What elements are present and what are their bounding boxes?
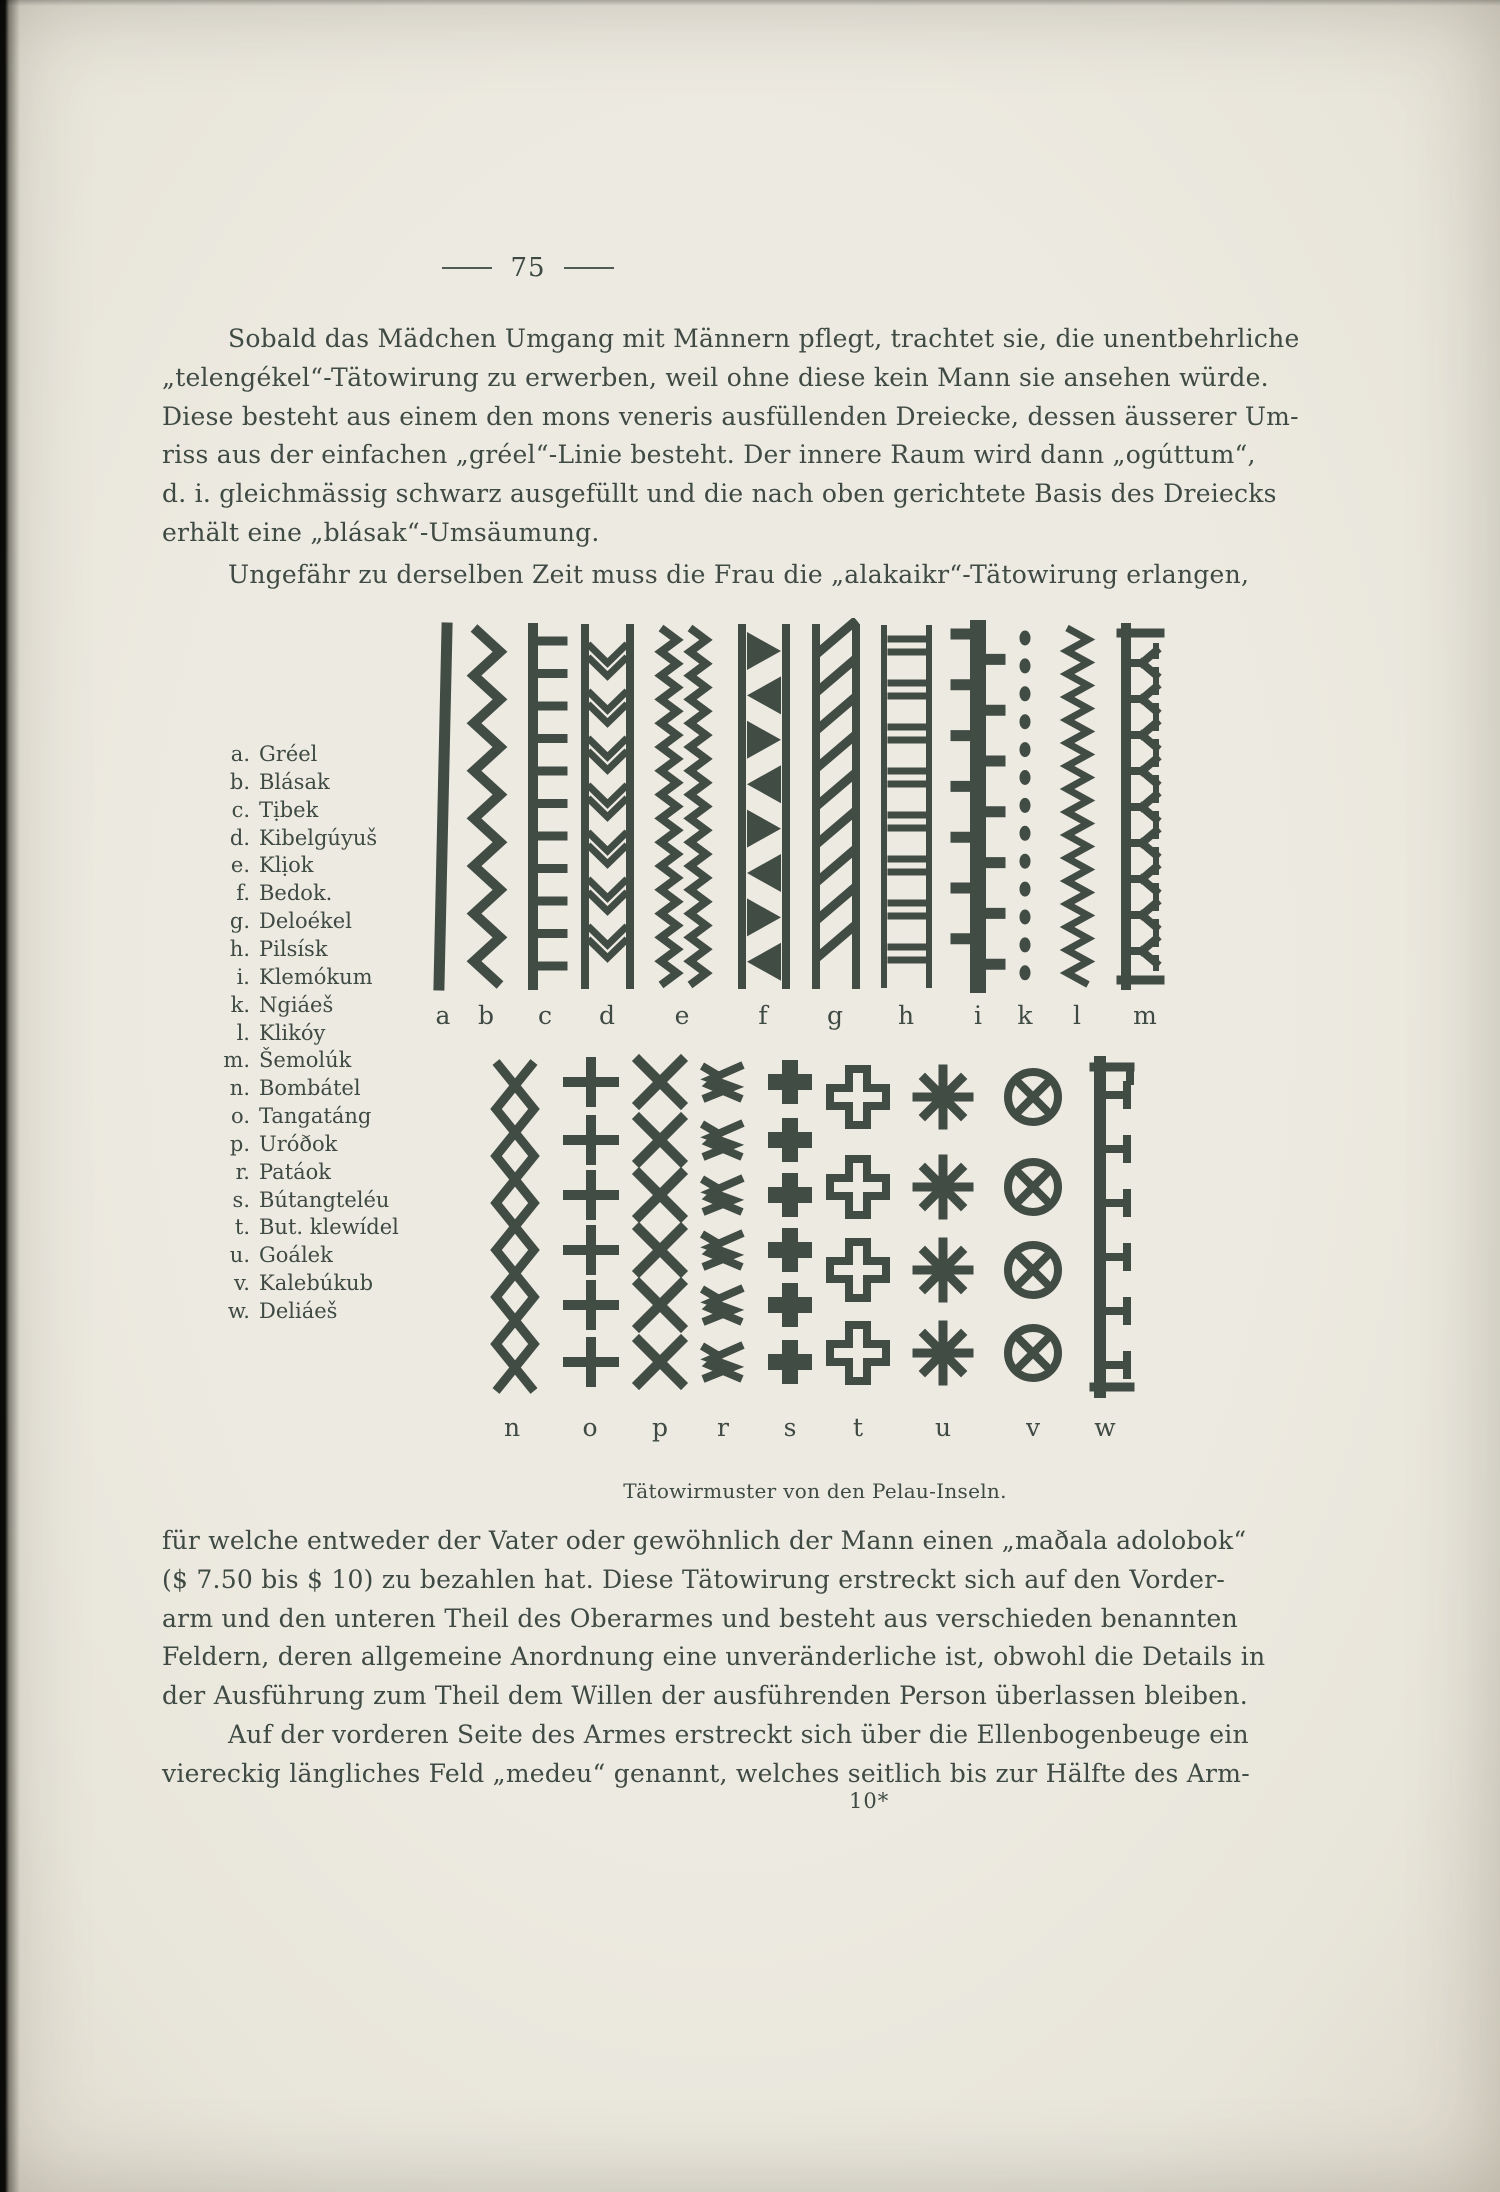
pattern-strip-f — [747, 765, 781, 803]
legend-label: Bútangteléu — [259, 1187, 390, 1212]
legend-key: s. — [232, 1187, 250, 1212]
pattern-symbol-s — [794, 1199, 812, 1217]
pattern-symbol-s — [794, 1118, 812, 1136]
legend-key: k. — [230, 992, 250, 1017]
pattern-strip-e — [690, 628, 706, 985]
figure-label-n: n — [503, 1413, 521, 1442]
text-line: d. i. gleichmässig schwarz ausgefüllt und die nach oben gerichtete Basis des Dreiecks — [162, 479, 1277, 509]
legend-item-e — [198, 851, 314, 879]
legend-label: Kalebúkub — [259, 1271, 374, 1296]
legend-item-r — [198, 1158, 331, 1186]
pattern-strip-k — [1020, 742, 1031, 757]
figure-label-r: r — [717, 1413, 729, 1442]
pattern-strip-g — [819, 813, 853, 842]
figure-label-u: u — [934, 1413, 952, 1442]
figure-label-e: e — [674, 1001, 690, 1030]
text-line: Auf der vorderen Seite des Armes erstreckt sich über die Ellenbogenbeuge ein — [228, 1720, 1249, 1749]
pattern-symbol-s — [794, 1283, 812, 1301]
figure-label-s: s — [783, 1413, 797, 1442]
legend-item-f — [198, 879, 332, 907]
pattern-symbol-s — [794, 1366, 812, 1384]
legend-key: o. — [231, 1104, 250, 1129]
legend-key: n. — [229, 1076, 250, 1101]
pattern-symbol-s — [794, 1086, 812, 1104]
pattern-symbol-s — [768, 1199, 786, 1217]
legend-item-k — [198, 991, 333, 1019]
legend-label: Uróðok — [259, 1131, 338, 1156]
pattern-symbol-s — [794, 1060, 812, 1078]
legend-item-n — [198, 1074, 361, 1102]
pattern-symbol-t — [830, 1325, 886, 1381]
figure-label-p: p — [651, 1413, 669, 1442]
text-line: Feldern, deren allgemeine Anordnung eine unveränderliche ist, obwohl die Details in — [162, 1642, 1266, 1672]
pattern-strip-k — [1020, 770, 1031, 785]
figure-label-o: o — [582, 1413, 598, 1442]
legend-item-b — [198, 768, 330, 796]
paragraph-2 — [162, 556, 1250, 595]
pattern-symbol-s — [768, 1086, 786, 1104]
text-line: Sobald das Mädchen Umgang mit Männern pflegt, trachtet sie, die unentbehrliche — [228, 324, 1300, 353]
pattern-symbol-s — [768, 1060, 786, 1078]
legend-label: Pilsísk — [259, 936, 328, 961]
legend-key: h. — [229, 936, 250, 961]
pattern-strip-g — [819, 851, 853, 880]
text-line: Ungefähr zu derselben Zeit muss die Frau die „alakaikr“-Tätowirung erlangen, — [228, 560, 1250, 589]
pattern-symbol-s — [794, 1173, 812, 1191]
legend-key: p. — [229, 1131, 250, 1156]
pattern-strip-k — [1020, 714, 1031, 729]
legend-label: Tịbek — [259, 797, 319, 822]
pattern-strip-f — [747, 676, 781, 714]
tattoo-pattern-figure — [420, 618, 1180, 1410]
legend-label: Blásak — [259, 769, 330, 794]
legend-label: Deloékel — [259, 909, 352, 934]
pattern-symbol-s — [768, 1228, 786, 1246]
text-line: viereckig längliches Feld „medeu“ genannt, welches seitlich bis zur Hälfte des Arm- — [162, 1758, 1250, 1788]
pattern-symbol-s — [794, 1254, 812, 1272]
pattern-symbol-s — [768, 1118, 786, 1136]
text-line: arm und den unteren Theil des Oberarmes und besteht aus verschieden benannten — [162, 1603, 1238, 1633]
pattern-strip-k — [1020, 798, 1031, 813]
legend-item-h — [198, 935, 328, 963]
legend-item-u — [198, 1241, 333, 1269]
legend-label: Klemókum — [259, 964, 373, 989]
figure-label-a: a — [435, 1001, 451, 1030]
pattern-symbol-s — [768, 1254, 786, 1272]
legend-key: e. — [230, 853, 250, 878]
pattern-strip-f — [747, 854, 781, 892]
legend-item-o — [198, 1102, 371, 1130]
legend-label: Tangatáng — [259, 1104, 372, 1129]
pattern-strip-f — [747, 721, 781, 759]
legend-key: a. — [230, 742, 250, 766]
legend-key: f. — [236, 881, 250, 906]
legend-item-l — [198, 1019, 325, 1047]
legend-key: g. — [229, 909, 250, 934]
legend-item-p — [198, 1130, 337, 1158]
text-line: für welche entweder der Vater oder gewöhnlich der Mann einen „maðala adolobok“ — [162, 1526, 1247, 1555]
legend-label: Gréel — [259, 742, 318, 766]
figure-label-b: b — [477, 1001, 495, 1030]
legend-key: b. — [229, 769, 250, 794]
pattern-symbol-s — [768, 1340, 786, 1358]
legend-label: Klikóy — [259, 1020, 326, 1045]
pattern-strip-f — [747, 898, 781, 936]
pattern-symbol-t — [830, 1242, 886, 1298]
pattern-symbol-s — [768, 1173, 786, 1191]
legend-item-c — [198, 796, 318, 824]
legend-item-s — [198, 1186, 389, 1214]
legend-key: v. — [233, 1271, 250, 1296]
legend-label: Šemolúk — [259, 1048, 352, 1073]
text-line: der Ausführung zum Theil dem Willen der ausführenden Person überlassen bleiben. — [162, 1681, 1248, 1711]
text-line: Diese besteht aus einem den mons veneris ausfüllenden Dreiecke, dessen äusserer Um- — [162, 401, 1299, 431]
paragraph-1 — [162, 320, 1300, 553]
pattern-strip-g — [819, 661, 853, 690]
legend-label: Klịok — [259, 853, 314, 878]
legend-item-m — [198, 1046, 351, 1074]
figure-label-w: w — [1094, 1413, 1116, 1442]
figure-label-f: f — [758, 1001, 768, 1030]
page-number-rule-left — [442, 267, 492, 269]
page-number-text: 75 — [510, 253, 546, 283]
legend-label: Bedok. — [259, 881, 333, 906]
pattern-strip-g — [819, 737, 853, 766]
text-line: riss aus der einfachen „gréel“-Linie besteht. Der innere Raum wird dann „ogúttum“, — [162, 440, 1256, 470]
legend-key: w. — [227, 1299, 250, 1323]
pattern-strip-e — [661, 628, 677, 985]
figure-label-l: l — [1073, 1001, 1081, 1030]
pattern-strip-l — [1067, 628, 1088, 985]
pattern-strip-k — [1020, 686, 1031, 701]
pattern-strip-g — [819, 623, 853, 652]
legend-key: u. — [229, 1243, 250, 1268]
pattern-strip-k — [1020, 937, 1031, 952]
pattern-strip-a — [439, 628, 447, 985]
legend-item-d — [198, 824, 377, 852]
figure-label-t: t — [852, 1413, 864, 1442]
paragraph-4 — [162, 1716, 1250, 1794]
figure-label-c: c — [537, 1001, 553, 1030]
legend-key: r. — [235, 1159, 250, 1184]
pattern-symbol-s — [794, 1228, 812, 1246]
figure-label-i: i — [974, 1001, 982, 1030]
pattern-strip-k — [1020, 965, 1031, 980]
legend-item-a — [198, 740, 317, 768]
pattern-symbol-t — [830, 1159, 886, 1215]
legend-item-i — [198, 963, 373, 991]
signature-mark: 10* — [849, 1789, 890, 1813]
pattern-strip-k — [1020, 631, 1031, 646]
paragraph-3 — [162, 1522, 1266, 1716]
legend-label: Ngiáeš — [259, 992, 334, 1017]
pattern-strip-k — [1020, 882, 1031, 897]
pattern-symbol-s — [794, 1144, 812, 1162]
page-number-rule-right — [564, 267, 614, 269]
figure-label-d: d — [598, 1001, 616, 1030]
pattern-strip-g — [819, 889, 853, 918]
pattern-strip-f — [747, 632, 781, 670]
figure-label-g: g — [826, 1001, 844, 1030]
pattern-symbol-s — [768, 1144, 786, 1162]
pattern-strip-g — [819, 699, 853, 728]
legend-key: m. — [223, 1048, 250, 1073]
legend-key: d. — [229, 825, 250, 850]
legend-item-t — [198, 1213, 399, 1241]
legend-label: But. klewídel — [259, 1215, 399, 1240]
legend-item-g — [198, 907, 352, 935]
figure-label-m: m — [1133, 1001, 1157, 1030]
pattern-strip-f — [747, 943, 781, 981]
figure-caption: Tätowirmuster von den Pelau-Inseln. — [623, 1479, 1007, 1503]
text-line: ($ 7.50 bis $ 10) zu bezahlen hat. Diese Tätowirung erstreckt sich auf den Vorder- — [162, 1564, 1226, 1594]
pattern-strip-g — [819, 927, 853, 956]
legend-label: Bombátel — [259, 1076, 361, 1101]
figure-label-h: h — [897, 1001, 915, 1030]
pattern-strip-f — [747, 810, 781, 848]
legend-label: Deliáeš — [259, 1299, 338, 1323]
figure-label-k: k — [1017, 1001, 1033, 1030]
pattern-symbol-s — [794, 1309, 812, 1327]
pattern-strip-g — [819, 775, 853, 804]
legend-key: l. — [236, 1020, 250, 1045]
pattern-symbol-t — [830, 1069, 886, 1125]
pattern-strip-k — [1020, 910, 1031, 925]
text-line: „telengékel“-Tätowirung zu erwerben, weil ohne diese kein Mann sie ansehen würde. — [162, 362, 1269, 392]
legend-key: i. — [236, 964, 250, 989]
pattern-strip-k — [1020, 826, 1031, 841]
pattern-strip-k — [1020, 854, 1031, 869]
text-line: erhält eine „blásak“-Umsäumung. — [162, 517, 600, 547]
pattern-symbol-s — [768, 1309, 786, 1327]
pattern-symbol-s — [794, 1340, 812, 1358]
legend-key: t. — [234, 1215, 250, 1240]
legend-label: Goálek — [259, 1243, 333, 1268]
legend-item-v — [198, 1269, 373, 1297]
pattern-symbol-s — [768, 1366, 786, 1384]
scan-edge-top — [0, 0, 1500, 6]
legend-key: c. — [231, 797, 250, 822]
legend-label: Kibelgúyuš — [259, 825, 378, 850]
figure-label-v: v — [1025, 1413, 1041, 1442]
pattern-strip-b — [474, 628, 500, 985]
pattern-symbol-s — [768, 1283, 786, 1301]
legend-item-w — [198, 1297, 337, 1325]
legend-label: Patáok — [259, 1159, 332, 1184]
pattern-strip-k — [1020, 658, 1031, 673]
scan-edge-left — [0, 0, 20, 2192]
page-number — [428, 252, 628, 284]
